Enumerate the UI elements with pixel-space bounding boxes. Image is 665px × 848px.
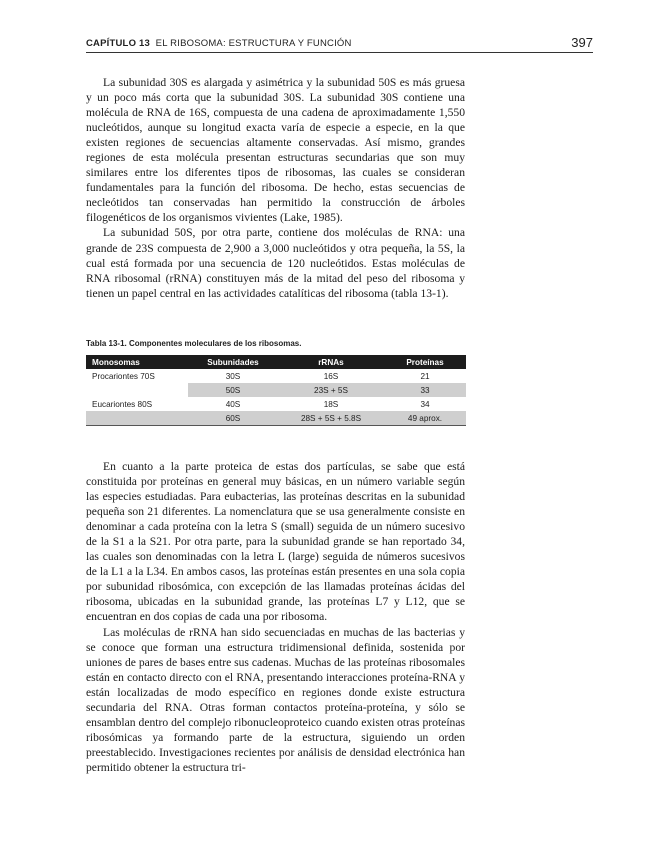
table-cell: 33 [384,383,466,397]
paragraph: Las moléculas de rRNA han sido secuenciadas en muchas de las bacterias y se conoce que forman una estructura tridimensional definida, sostenida por uniones de pares de bases entre sus cadenas. Muchas de las proteínas ribosomales están en contacto directo con el RNA, presentando interacciones proteína-RNA y están localizadas de modo específico en regiones donde existe estructura secundaria del RNA. Otras forman contactos proteína-proteína, y sólo se ensamblan dentro del complejo ribonucleoproteico cuando existen otras proteínas ribosómicas ya formando parte de la estructura, siguiendo un orden preestablecido. Investigaciones recientes por análisis de densidad electrónica han permitido obtener la estructura tri- [86,625,465,774]
table-cell: 16S [323,371,339,381]
table-cell: 50S [188,383,278,397]
text-block-top [86,75,465,301]
table-row [86,369,466,383]
table-cell [86,383,188,397]
table-cell: 23S + 5S [278,383,384,397]
column-header: Proteínas [384,355,466,369]
column-header: Subunidades [188,355,278,369]
table-cell: 49 aprox. [384,411,466,426]
table-cell: Eucariontes 80S [92,399,153,409]
table-caption: Tabla 13-1. Componentes moleculares de los ribosomas. [86,339,302,348]
table-row [86,411,466,426]
table-header-row [86,355,466,369]
ribosome-components-table [86,355,466,426]
table-row [86,383,466,397]
column-header: rRNAs [278,355,384,369]
table-cell: 18S [323,399,339,409]
paragraph: La subunidad 30S es alargada y asimétrica y la subunidad 50S es más gruesa y un poco más corta que la subunidad 30S. La subunidad 30S contiene una molécula de RNA de 16S, compuesta de una cadena de aproximadamente 1,550 nucleótidos, aunque su longitud exacta varía de especie a especie, en la que existen regiones de secuencias altamente conservadas. Así mismo, grandes regiones de esta molécula presentan estructuras secundarias que son muy similares entre los diferentes tipos de ribosomas, las cuales se consideran fundamentales para la función del ribosoma. De hecho, estas secuencias de necleótidos tan conservadas han permitido la construcción de árboles filogenéticos de los organismos vivientes (Lake, 1985). [86,76,465,225]
header-rule [86,52,593,53]
table-cell: 28S + 5S + 5.8S [278,411,384,426]
page-number: 397 [571,35,593,50]
chapter-title: EL RIBOSOMA: ESTRUCTURA Y FUNCIÓN [155,38,352,49]
paragraph: La subunidad 50S, por otra parte, contiene dos moléculas de RNA: una grande de 23S compuesta de 2,900 a 3,000 nucleótidos y otra pequeña, la 5S, la cual está formada por una secuencia de 120 nucleótidos. Estas moléculas de RNA ribosomal (rRNA) constituyen más de la mitad del peso del ribosoma y tienen un papel central en las actividades catalíticas del ribosoma (tabla 13-1). [86,226,465,300]
chapter-heading [86,38,352,49]
table-cell: 21 [420,371,430,381]
table-cell: 34 [420,399,430,409]
paragraph: En cuanto a la parte proteica de estas dos partículas, se sabe que está constituida por proteínas en general muy básicas, en un número variable según las especies estudiadas. Para eubacterias, las proteínas descritas en la subunidad pequeña son 21 diferentes. La nomenclatura que se usa generalmente consiste en denominar a cada proteína con la letra S (small) seguida de un número sucesivo de la S1 a la S21. Por otra parte, para la subunidad grande se han reportado 34, las cuales son denominadas con la letra L (large) seguida de números sucesivos de la L1 a la L34. En ambos casos, las proteínas están presentes en una sola copia por subunidad ribosómica, con excepción de las llamadas proteínas ácidas del ribosoma, ubicadas en la subunidad grande, las proteínas L7 y L12, que se encuentran en dos copias de cada una por ribosoma. [86,460,465,624]
column-header: Monosomas [86,355,188,369]
table-cell: 40S [225,399,241,409]
table-cell: Procariontes 70S [92,371,155,381]
table-cell [86,411,188,426]
chapter-label: CAPÍTULO 13 [86,38,150,49]
table-cell: 30S [225,371,241,381]
running-header [86,35,593,51]
table-cell: 60S [188,411,278,426]
text-block-bottom [86,459,465,775]
table-row [86,397,466,411]
